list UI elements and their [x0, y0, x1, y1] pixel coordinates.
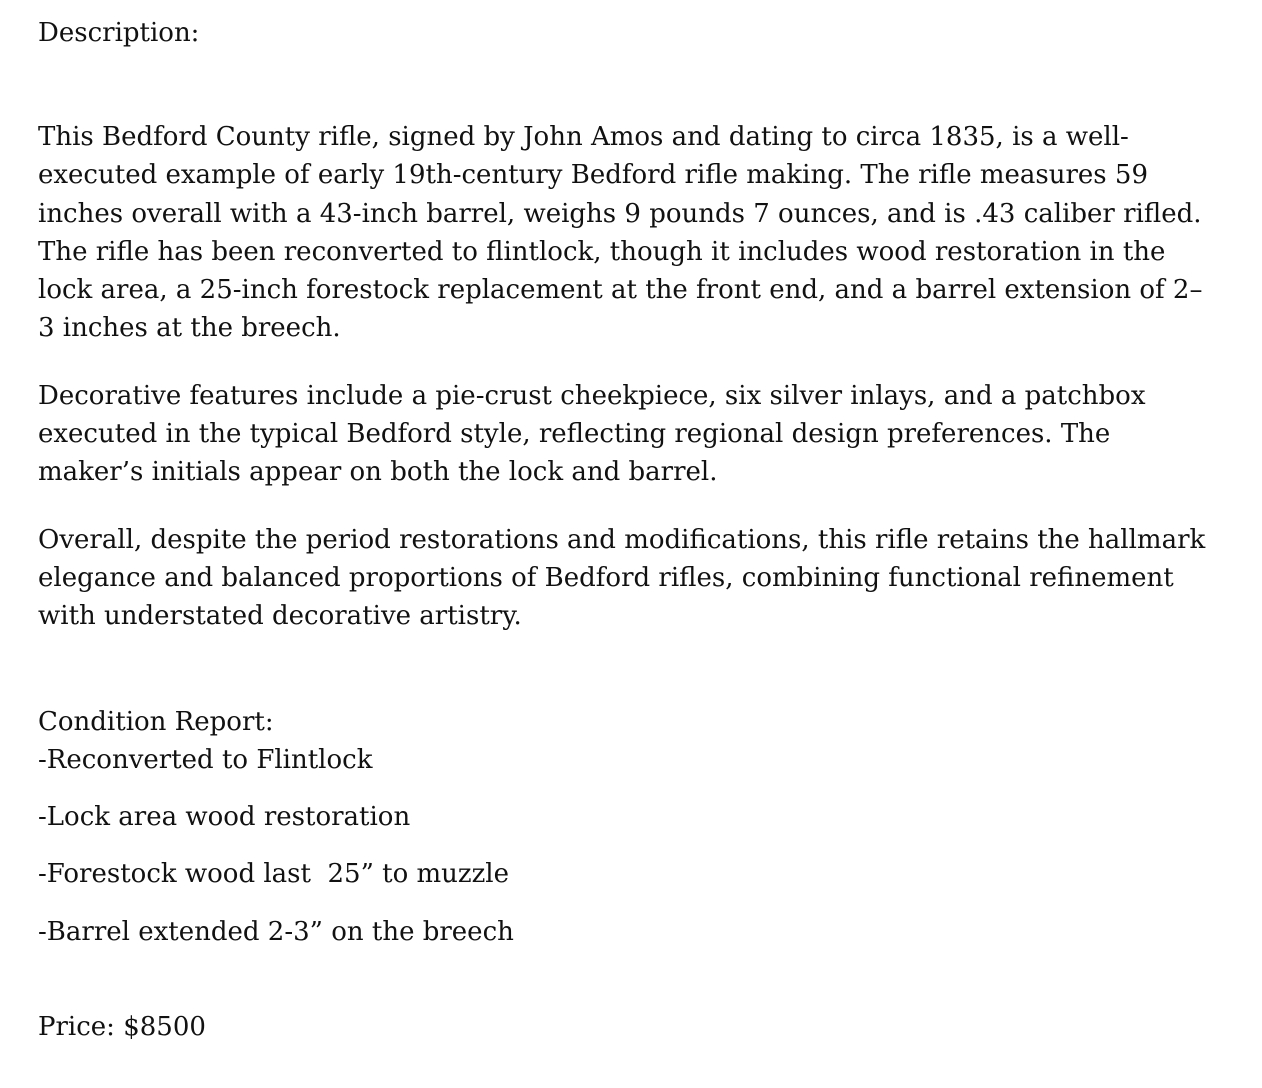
- listing-content: [38, 14, 1208, 1046]
- condition-item: -Forestock wood last 25” to muzzle: [38, 859, 510, 890]
- condition-report-heading: Condition Report:: [38, 706, 274, 737]
- description-paragraph-1: This Bedford County rifle, signed by John Amos and dating to circa 1835, is a well-executed example of early 19th-century Bedford rifle making. The rifle measures 59 inches overall with a 43-inch barrel, weighs 9 pounds 7 ounces, and is .43 caliber rifled. The rifle has been reconverted to flintlock, though it includes wood restoration in the lock area, a 25-inch forestock replacement at the front end, and a barrel extension of 2–3 inches at the breech.: [38, 122, 1203, 344]
- description-paragraph-3: Overall, despite the period restorations and modifications, this rifle retains the hallmark elegance and balanced proportions of Bedford rifles, combining functional refinement with understated decorative artistry.: [38, 524, 1206, 632]
- condition-item: -Lock area wood restoration: [38, 802, 411, 833]
- condition-item: -Reconverted to Flintlock: [38, 744, 373, 775]
- condition-item: -Barrel extended 2-3” on the breech: [38, 916, 514, 947]
- description-heading: Description:: [38, 18, 200, 48]
- price-label: Price: $8500: [38, 1012, 206, 1043]
- description-paragraph-2: Decorative features include a pie-crust cheekpiece, six silver inlays, and a patchbox executed in the typical Bedford style, reflecting regional design preferences. The maker’s initials appear on both the lock and barrel.: [38, 380, 1146, 488]
